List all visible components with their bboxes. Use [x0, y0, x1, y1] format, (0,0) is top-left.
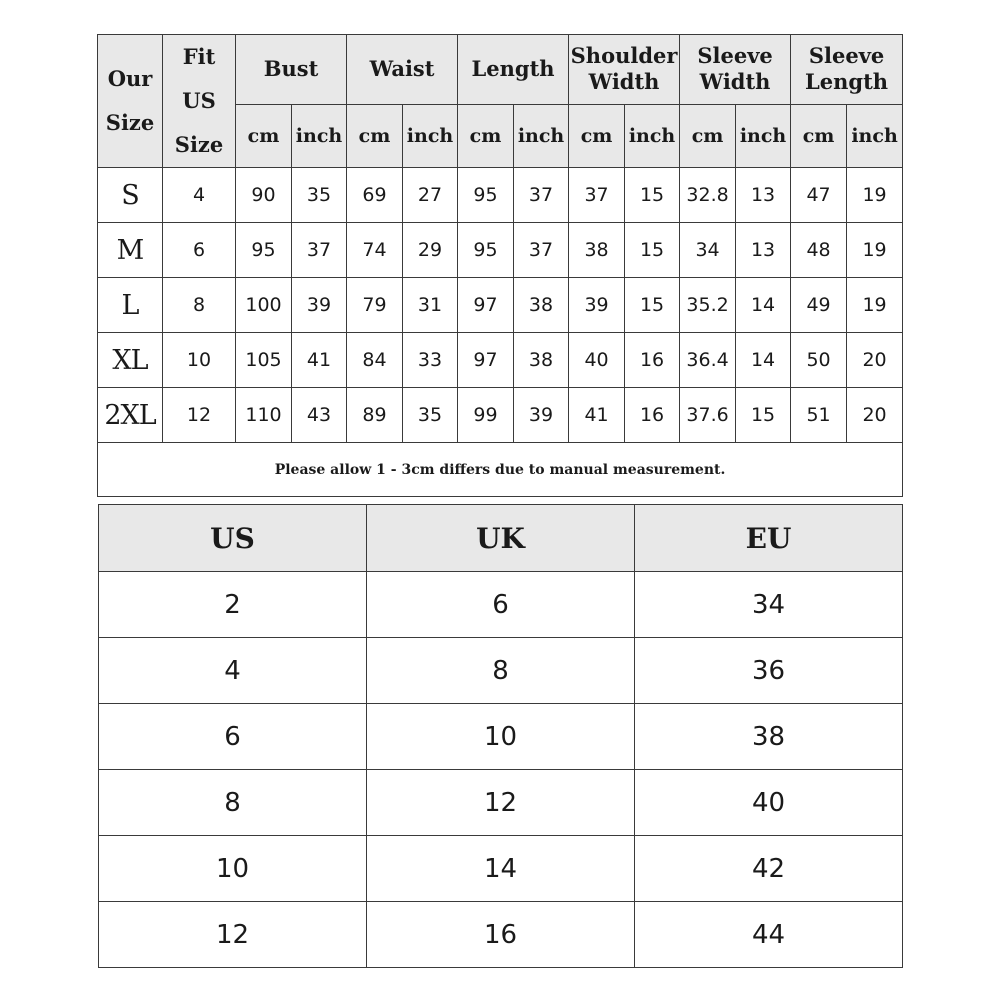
measurement-value: 14 [736, 333, 791, 388]
measurement-value: 99 [458, 388, 514, 443]
conversion-row [99, 770, 903, 836]
unit-inch: inch [736, 104, 791, 167]
measurement-value: 19 [847, 223, 903, 278]
us-value: 8 [99, 770, 367, 836]
size-conversion-table [98, 504, 903, 968]
measurement-value: 13 [736, 168, 791, 223]
measurement-value: 84 [347, 333, 403, 388]
size-row [98, 333, 903, 388]
eu-value: 42 [635, 836, 903, 902]
header-our-size-line2: Size [105, 110, 155, 135]
measurement-value: 13 [736, 223, 791, 278]
measurement-value: 33 [403, 333, 458, 388]
measurement-value: 100 [236, 278, 292, 333]
measurement-value: 39 [292, 278, 347, 333]
size-chart-body [98, 168, 903, 443]
measurement-value: 15 [625, 223, 680, 278]
header-sleeve-width: Sleeve Width [680, 35, 791, 105]
fit-us-size-value: 4 [163, 168, 236, 223]
unit-inch: inch [847, 104, 903, 167]
size-chart-table [97, 34, 903, 497]
us-value: 2 [99, 572, 367, 638]
measurement-value: 15 [625, 278, 680, 333]
measurement-value: 50 [791, 333, 847, 388]
header-length: Length [458, 35, 569, 105]
measurement-value: 105 [236, 333, 292, 388]
size-label: XL [98, 333, 163, 388]
conversion-row [99, 902, 903, 968]
measurement-value: 37 [514, 223, 569, 278]
conversion-row [99, 836, 903, 902]
unit-inch: inch [403, 104, 458, 167]
measurement-value: 15 [625, 168, 680, 223]
measurement-value: 36.4 [680, 333, 736, 388]
measurement-value: 90 [236, 168, 292, 223]
size-label: M [98, 223, 163, 278]
conversion-body [99, 572, 903, 968]
header-eu: EU [635, 505, 903, 572]
conversion-row [99, 572, 903, 638]
measurement-value: 32.8 [680, 168, 736, 223]
conversion-row [99, 638, 903, 704]
measurement-value: 16 [625, 333, 680, 388]
header-uk: UK [367, 505, 635, 572]
size-label: L [98, 278, 163, 333]
measurement-value: 40 [569, 333, 625, 388]
header-fit-us-size-line2: Size [174, 132, 224, 157]
measurement-value: 43 [292, 388, 347, 443]
eu-value: 40 [635, 770, 903, 836]
header-waist: Waist [347, 35, 458, 105]
header-our-size [98, 35, 163, 168]
fit-us-size-value: 8 [163, 278, 236, 333]
unit-cm: cm [347, 104, 403, 167]
uk-value: 12 [367, 770, 635, 836]
measurement-value: 37 [569, 168, 625, 223]
eu-value: 38 [635, 704, 903, 770]
measurement-value: 38 [514, 278, 569, 333]
size-label: S [98, 168, 163, 223]
measurement-value: 41 [569, 388, 625, 443]
eu-value: 44 [635, 902, 903, 968]
measurement-value: 29 [403, 223, 458, 278]
us-value: 4 [99, 638, 367, 704]
measurement-value: 110 [236, 388, 292, 443]
eu-value: 34 [635, 572, 903, 638]
measurement-value: 34 [680, 223, 736, 278]
measurement-value: 37 [514, 168, 569, 223]
unit-inch: inch [625, 104, 680, 167]
eu-value: 36 [635, 638, 903, 704]
measurement-value: 20 [847, 388, 903, 443]
unit-cm: cm [458, 104, 514, 167]
measurement-value: 89 [347, 388, 403, 443]
us-value: 12 [99, 902, 367, 968]
header-sleeve-length: Sleeve Length [791, 35, 903, 105]
conversion-row [99, 704, 903, 770]
measurement-value: 97 [458, 333, 514, 388]
measurement-value: 79 [347, 278, 403, 333]
measurement-value: 38 [569, 223, 625, 278]
unit-cm: cm [791, 104, 847, 167]
measurement-note: Please allow 1 - 3cm differs due to manual measurement. [98, 443, 903, 497]
measurement-value: 35.2 [680, 278, 736, 333]
measurement-value: 19 [847, 278, 903, 333]
measurement-value: 14 [736, 278, 791, 333]
us-value: 6 [99, 704, 367, 770]
size-row [98, 168, 903, 223]
header-us: US [99, 505, 367, 572]
unit-inch: inch [514, 104, 569, 167]
fit-us-size-value: 6 [163, 223, 236, 278]
header-bust: Bust [236, 35, 347, 105]
measurement-value: 95 [458, 223, 514, 278]
header-our-size-line1: Our [107, 66, 153, 91]
unit-cm: cm [680, 104, 736, 167]
size-row [98, 223, 903, 278]
us-value: 10 [99, 836, 367, 902]
measurement-value: 69 [347, 168, 403, 223]
measurement-value: 27 [403, 168, 458, 223]
measurement-value: 74 [347, 223, 403, 278]
size-label: 2XL [98, 388, 163, 443]
measurement-value: 35 [403, 388, 458, 443]
header-shoulder-width: Shoulder Width [569, 35, 680, 105]
measurement-value: 37.6 [680, 388, 736, 443]
measurement-value: 35 [292, 168, 347, 223]
measurement-value: 48 [791, 223, 847, 278]
measurement-value: 51 [791, 388, 847, 443]
unit-inch: inch [292, 104, 347, 167]
measurement-value: 37 [292, 223, 347, 278]
measurement-value: 49 [791, 278, 847, 333]
header-fit-us-size-line1: Fit US [182, 44, 216, 113]
size-row [98, 278, 903, 333]
fit-us-size-value: 12 [163, 388, 236, 443]
unit-cm: cm [236, 104, 292, 167]
measurement-value: 31 [403, 278, 458, 333]
header-fit-us-size [163, 35, 236, 168]
measurement-value: 39 [569, 278, 625, 333]
uk-value: 10 [367, 704, 635, 770]
measurement-value: 97 [458, 278, 514, 333]
measurement-value: 95 [236, 223, 292, 278]
uk-value: 6 [367, 572, 635, 638]
size-row [98, 388, 903, 443]
measurement-value: 95 [458, 168, 514, 223]
measurement-value: 39 [514, 388, 569, 443]
measurement-value: 15 [736, 388, 791, 443]
measurement-value: 38 [514, 333, 569, 388]
uk-value: 8 [367, 638, 635, 704]
measurement-value: 16 [625, 388, 680, 443]
uk-value: 14 [367, 836, 635, 902]
measurement-value: 41 [292, 333, 347, 388]
measurement-value: 47 [791, 168, 847, 223]
unit-cm: cm [569, 104, 625, 167]
measurement-value: 19 [847, 168, 903, 223]
uk-value: 16 [367, 902, 635, 968]
fit-us-size-value: 10 [163, 333, 236, 388]
measurement-value: 20 [847, 333, 903, 388]
